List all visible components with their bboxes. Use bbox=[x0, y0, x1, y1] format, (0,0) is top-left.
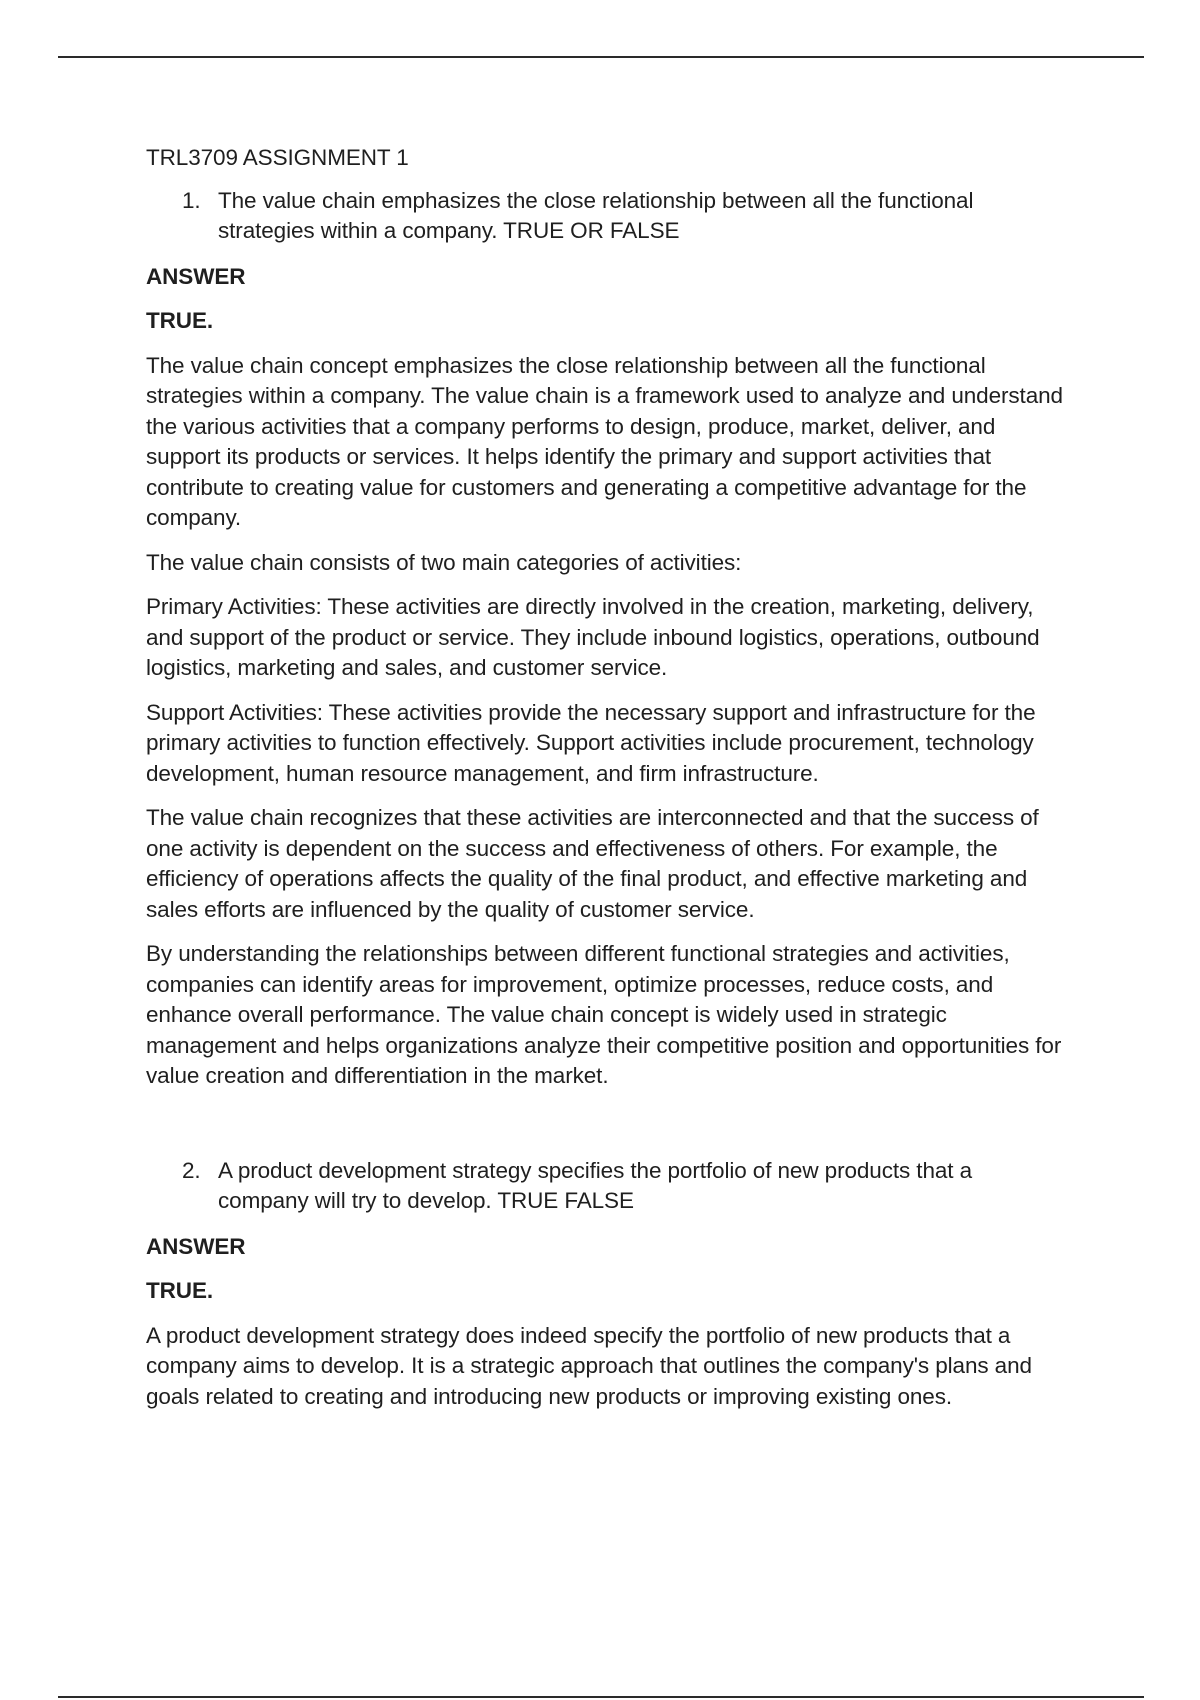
answer-label: ANSWER bbox=[146, 263, 246, 289]
document-title: TRL3709 ASSIGNMENT 1 bbox=[146, 145, 409, 170]
answer-value: TRUE. bbox=[146, 308, 214, 333]
question-2 bbox=[182, 1156, 1066, 1217]
footer-rule bbox=[58, 1696, 1144, 1698]
answer-paragraph: A product development strategy does indeed specify the portfolio of new products that a company aims to develop. It is a strategic approach that outlines the company's plans and goals related to creating and introducing new products or improving existing ones. bbox=[146, 1322, 1032, 1409]
question-number: 2. bbox=[182, 1157, 201, 1183]
answer-paragraph: The value chain concept emphasizes the close relationship between all the functional strategies within a company. The value chain is a framework used to analyze and understand the various activities that a company performs to design, produce, market, deliver, and support its products or services. It helps identify the primary and support activities that contribute to creating value for customers and generating a competitive advantage for the company. bbox=[146, 352, 1063, 530]
section-spacer bbox=[146, 1106, 1066, 1156]
question-text: The value chain emphasizes the close relationship between all the functional strategies within a company. TRUE OR FALSE bbox=[218, 187, 974, 243]
document-body bbox=[146, 143, 1066, 1426]
answer-paragraph: The value chain consists of two main categories of activities: bbox=[146, 549, 742, 575]
question-text: A product development strategy specifies the portfolio of new products that a company will try to develop. TRUE FALSE bbox=[218, 1157, 972, 1213]
question-1 bbox=[182, 186, 1066, 247]
question-number: 1. bbox=[182, 187, 201, 213]
answer-value: TRUE. bbox=[146, 1278, 214, 1303]
answer-paragraph: Primary Activities: These activities are directly involved in the creation, marketing, delivery, and support of the product or service. They include inbound logistics, operations, outbound logistics, marketing and sales, and customer service. bbox=[146, 594, 1040, 680]
answer-paragraph: The value chain recognizes that these activities are interconnected and that the success of one activity is dependent on the success and effectiveness of others. For example, the efficiency of operations affects the quality of the final product, and effective marketing and sales efforts are influenced by the quality of customer service. bbox=[146, 805, 1039, 922]
answer-paragraph: By understanding the relationships between different functional strategies and activities, companies can identify areas for improvement, optimize processes, reduce costs, and enhance overall performance. The value chain concept is widely used in strategic management and helps organizations analyze their competitive position and opportunities for value creation and differentiation in the market. bbox=[146, 941, 1062, 1088]
answer-label: ANSWER bbox=[146, 1233, 246, 1259]
answer-paragraph: Support Activities: These activities provide the necessary support and infrastructure for the primary activities to function effectively. Support activities include procurement, technology development, human resource management, and firm infrastructure. bbox=[146, 699, 1036, 786]
header-rule bbox=[58, 56, 1144, 58]
